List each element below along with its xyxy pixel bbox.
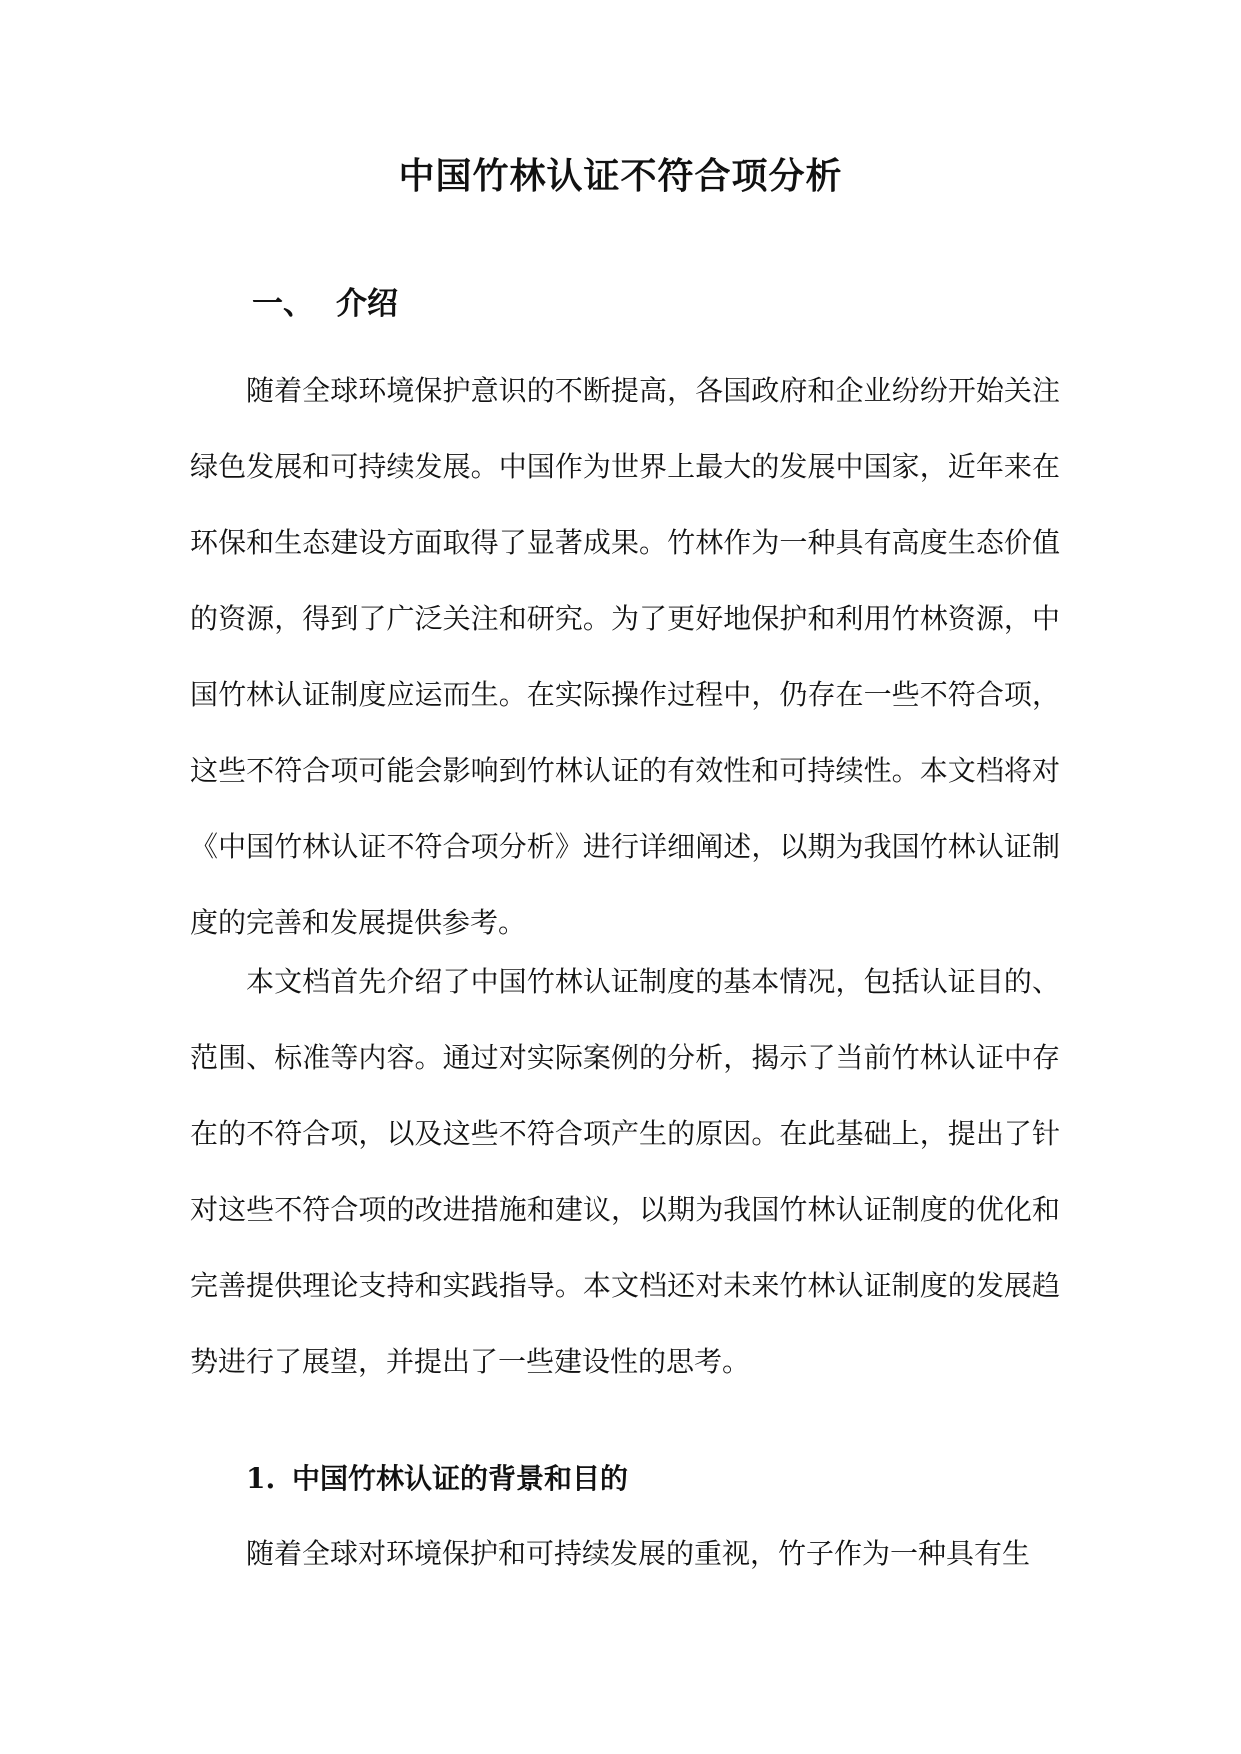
- document-title: 中国竹林认证不符合项分析: [398, 155, 843, 197]
- subsection-title: 中国竹林认证的背景和目的: [292, 1462, 629, 1495]
- subsection-heading-background: [246, 1457, 628, 1501]
- intro-paragraph-1: 随着全球环境保护意识的不断提高，各国政府和企业纷纷开始关注绿色发展和可持续发展。中国作为世界上最大的发展中国家，近年来在环保和生态建设方面取得了显著成果。竹林作为一种具有高度生态价值的资源，得到了广泛关注和研究。为了更好地保护和利用竹林资源，中国竹林认证制度应运而生。在实际操作过程中，仍存在一些不符合项，这些不符合项可能会影响到竹林认证的有效性和可持续性。本文档将对《中国竹林认证不符合项分析》进行详细阐述，以期为我国竹林认证制度的完善和发展提供参考。: [190, 374, 1060, 939]
- background-paragraph: 随着全球对环境保护和可持续发展的重视，竹子作为一种具有生: [246, 1537, 1031, 1570]
- subsection-number: 1.: [246, 1462, 276, 1495]
- section-number: 一、: [252, 286, 314, 322]
- section-title: 介绍: [336, 286, 398, 322]
- section-heading-introduction: [252, 282, 398, 326]
- intro-paragraph-2: 本文档首先介绍了中国竹林认证制度的基本情况，包括认证目的、范围、标准等内容。通过对实际案例的分析，揭示了当前竹林认证中存在的不符合项，以及这些不符合项产生的原因。在此基础上，提出了针对这些不符合项的改进措施和建议，以期为我国竹林认证制度的优化和完善提供理论支持和实践指导。本文档还对未来竹林认证制度的发展趋势进行了展望，并提出了一些建设性的思考。: [190, 965, 1060, 1378]
